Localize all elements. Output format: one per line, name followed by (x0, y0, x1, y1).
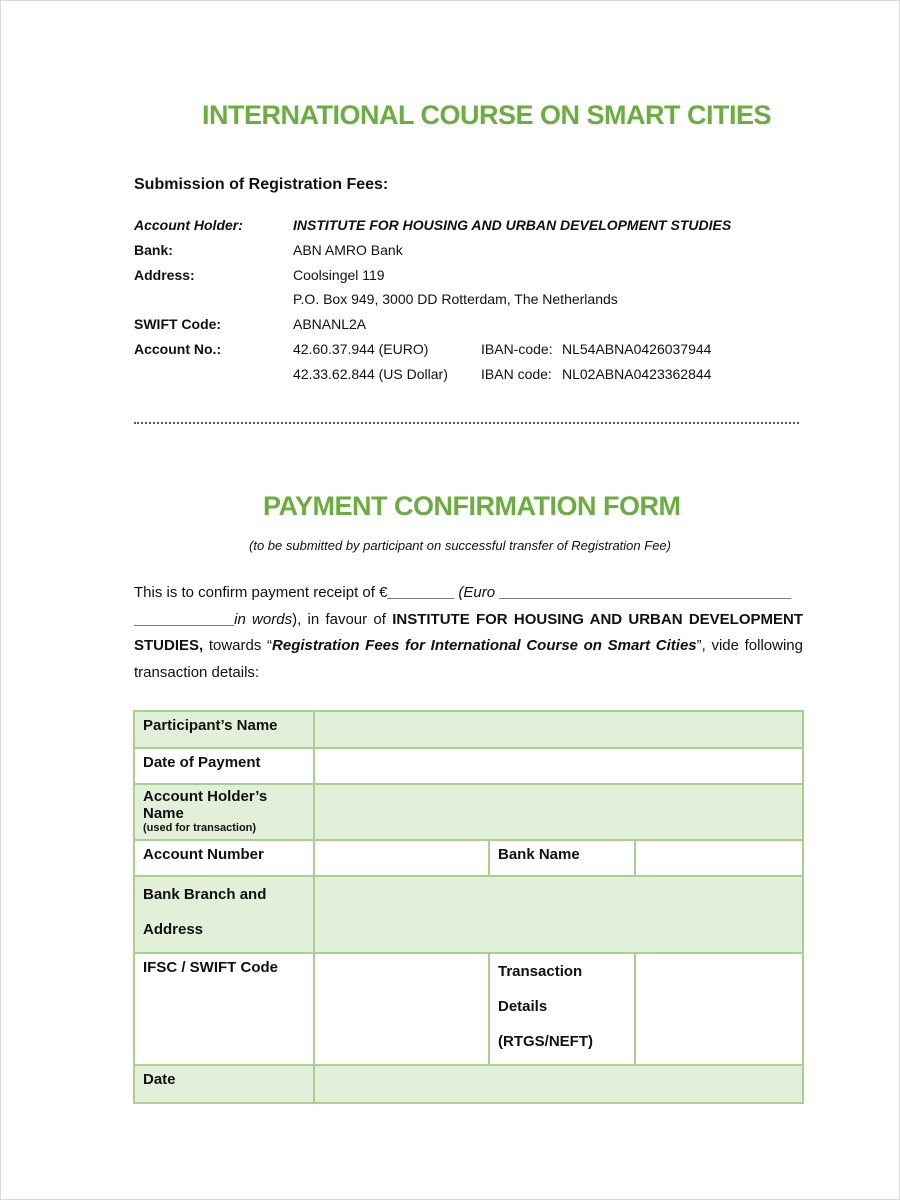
iban-euro: NL54ABNA0426037944 (562, 341, 712, 357)
para-text: towards “ (203, 637, 273, 654)
para-text: (Euro (454, 584, 500, 601)
bank-branch-text: Bank Branch and (143, 886, 267, 903)
dotted-divider (134, 422, 799, 424)
transaction-details-field[interactable] (635, 953, 803, 1065)
para-text: ), in favour of (292, 610, 393, 628)
form-subtitle: (to be submitted by participant on successful transfer of Registration Fee) (249, 538, 671, 553)
ifsc-swift-field[interactable] (314, 953, 489, 1065)
bank-label: Bank: (134, 242, 173, 258)
account-holder-value: INSTITUTE FOR HOUSING AND URBAN DEVELOPMENT STUDIES (293, 217, 732, 233)
iban-usd: NL02ABNA0423362844 (562, 366, 712, 382)
transaction-details-label (489, 953, 635, 1065)
document-title: INTERNATIONAL COURSE ON SMART CITIES (202, 100, 772, 130)
account-holder-name-label (134, 784, 314, 840)
words-blank-continued[interactable]: ____________ (134, 610, 235, 628)
payment-details-table (133, 710, 804, 1104)
transaction-type-text: (RTGS/NEFT) (498, 1033, 593, 1050)
address-line2: P.O. Box 949, 3000 DD Rotterdam, The Netherlands (293, 291, 618, 307)
bank-branch-field[interactable] (314, 876, 803, 953)
date-of-payment-field[interactable] (314, 748, 803, 784)
para-text: ”, vide following transaction details: (134, 637, 803, 681)
iban-label-usd: IBAN code: (481, 366, 552, 382)
account-no-label: Account No.: (134, 341, 222, 357)
bank-address-text: Address (143, 921, 204, 938)
bank-name-label: Bank Name (489, 840, 635, 876)
account-holder-name-text: Account Holder’s Name (143, 788, 268, 822)
participant-name-field[interactable] (314, 711, 803, 748)
date-of-payment-label: Date of Payment (134, 748, 314, 784)
institute-name: INSTITUTE FOR HOUSING AND URBAN DEVELOPMENT STUDIES, (134, 610, 803, 654)
account-number-usd: 42.33.62.844 (US Dollar) (293, 366, 448, 382)
account-holder-note: (used for transaction) (143, 822, 257, 834)
bank-branch-label (134, 876, 314, 953)
form-title: PAYMENT CONFIRMATION FORM (263, 491, 681, 521)
account-number-euro: 42.60.37.944 (EURO) (293, 341, 429, 357)
date-label: Date (134, 1065, 314, 1103)
account-holder-label: Account Holder: (134, 217, 243, 233)
account-number-label: Account Number (134, 840, 314, 876)
course-name: Registration Fees for International Course on Smart Cities (272, 637, 697, 654)
confirmation-paragraph (134, 580, 803, 686)
participant-name-label: Participant’s Name (134, 711, 314, 748)
account-holder-name-field[interactable] (314, 784, 803, 840)
ifsc-swift-label: IFSC / SWIFT Code (134, 953, 314, 1065)
transaction-details-text: Transaction Details (498, 963, 583, 1015)
address-line1: Coolsingel 119 (293, 267, 385, 283)
bank-value: ABN AMRO Bank (293, 242, 403, 258)
submission-heading: Submission of Registration Fees: (134, 176, 389, 193)
amount-blank[interactable]: ________ (387, 584, 455, 601)
swift-label: SWIFT Code: (134, 316, 222, 332)
address-label: Address: (134, 267, 195, 283)
iban-label-euro: IBAN-code: (481, 341, 553, 357)
swift-value: ABNANL2A (293, 316, 367, 332)
account-number-field[interactable] (314, 840, 489, 876)
date-field[interactable] (314, 1065, 803, 1103)
para-text: in words (234, 610, 293, 628)
para-text: This is to confirm payment receipt of € (134, 584, 388, 601)
words-blank[interactable]: ___________________________________ (499, 584, 792, 601)
bank-name-field[interactable] (635, 840, 803, 876)
